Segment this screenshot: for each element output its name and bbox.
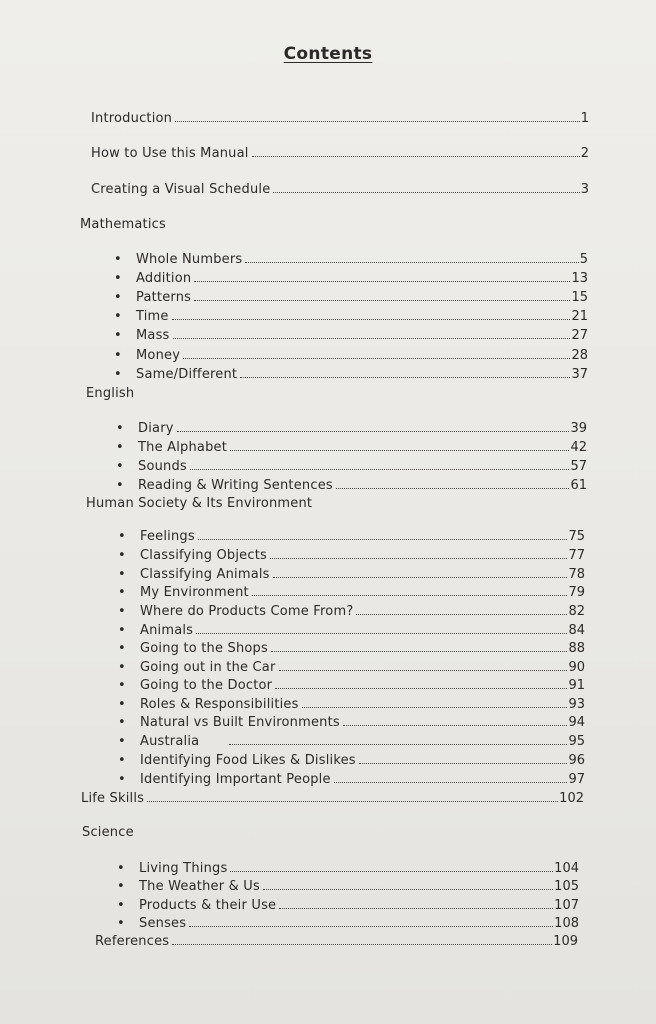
- toc-entry-page: 82: [568, 604, 585, 619]
- toc-entry-label: My Environment: [140, 585, 249, 600]
- toc-entry-label: Feelings: [140, 529, 195, 544]
- bullet-icon: •: [118, 697, 126, 712]
- toc-entry[interactable]: [136, 309, 588, 327]
- toc-entry-label: Reading & Writing Sentences: [138, 478, 333, 493]
- bullet-icon: •: [114, 367, 122, 382]
- dot-leader: [230, 450, 569, 451]
- toc-entry-label: Introduction: [91, 111, 173, 126]
- toc-entry[interactable]: [140, 772, 585, 790]
- dot-leader: [279, 670, 568, 671]
- toc-entry-label: Living Things: [139, 861, 228, 876]
- page-title: Contents: [283, 44, 373, 64]
- toc-entry[interactable]: [139, 879, 579, 897]
- dot-leader: [230, 871, 553, 872]
- toc-entry[interactable]: [138, 459, 587, 477]
- toc-entry-page: 27: [571, 328, 588, 343]
- toc-entry-page: 75: [568, 529, 585, 544]
- toc-entry[interactable]: [139, 898, 579, 916]
- toc-entry[interactable]: [136, 271, 588, 289]
- dot-leader: [263, 889, 553, 890]
- toc-entry-label: Animals: [140, 623, 194, 638]
- dot-leader: [194, 281, 570, 282]
- toc-entry-page: 79: [568, 585, 585, 600]
- toc-entry[interactable]: [136, 367, 588, 385]
- dot-leader: [229, 744, 567, 745]
- toc-entry-how-to-use[interactable]: [91, 146, 589, 164]
- dot-leader: [198, 539, 568, 540]
- toc-entry[interactable]: [140, 753, 585, 771]
- toc-entry[interactable]: [136, 328, 588, 346]
- bullet-icon: •: [114, 252, 122, 267]
- dot-leader: [240, 377, 570, 378]
- toc-entry-page: 97: [568, 772, 585, 787]
- toc-entry-page: 96: [568, 753, 585, 768]
- toc-entry-label: Money: [136, 348, 181, 363]
- dot-leader: [175, 121, 580, 122]
- bullet-icon: •: [118, 772, 126, 787]
- toc-entry-label: Roles & Responsibilities: [140, 697, 299, 712]
- bullet-icon: •: [114, 290, 122, 305]
- bullet-icon: •: [114, 271, 122, 286]
- toc-entry[interactable]: [138, 478, 587, 496]
- toc-entry[interactable]: [136, 348, 588, 366]
- toc-entry-label: Whole Numbers: [136, 252, 243, 267]
- dot-leader: [359, 763, 568, 764]
- toc-entry[interactable]: [140, 641, 585, 659]
- toc-entry-label: The Alphabet: [138, 440, 228, 455]
- dot-leader: [245, 262, 578, 263]
- toc-entry-label: Senses: [139, 916, 187, 931]
- toc-entry-page: 1: [580, 111, 589, 126]
- toc-entry-label: The Weather & Us: [139, 879, 260, 894]
- bullet-icon: •: [117, 916, 125, 931]
- toc-entry-page: 37: [571, 367, 588, 382]
- dot-leader: [302, 707, 568, 708]
- toc-entry-page: 13: [571, 271, 588, 286]
- bullet-icon: •: [118, 660, 126, 675]
- toc-entry-page: 94: [568, 715, 585, 730]
- toc-entry-page: 3: [580, 182, 589, 197]
- bullet-icon: •: [118, 734, 126, 749]
- toc-entry[interactable]: [140, 623, 585, 641]
- toc-entry-page: 105: [554, 879, 579, 894]
- toc-entry-page: 5: [579, 252, 588, 267]
- toc-entry-page: 109: [553, 934, 578, 949]
- toc-entry-label: Identifying Food Likes & Dislikes: [140, 753, 356, 768]
- dot-leader: [271, 651, 567, 652]
- toc-entry-label: Going to the Doctor: [140, 678, 273, 693]
- dot-leader: [273, 192, 579, 193]
- toc-entry[interactable]: [139, 861, 579, 879]
- toc-entry-introduction[interactable]: [91, 111, 589, 129]
- bullet-icon: •: [118, 641, 126, 656]
- toc-entry-life-skills[interactable]: [81, 791, 584, 809]
- dot-leader: [252, 595, 568, 596]
- toc-entry-page: 21: [571, 309, 588, 324]
- toc-entry-page: 39: [570, 421, 587, 436]
- bullet-icon: •: [116, 440, 124, 455]
- toc-entry-label: References: [95, 934, 170, 949]
- dot-leader: [194, 300, 570, 301]
- toc-entry[interactable]: [140, 548, 585, 566]
- bullet-icon: •: [116, 421, 124, 436]
- toc-entry[interactable]: [140, 715, 585, 733]
- bullet-icon: •: [118, 604, 126, 619]
- toc-entry-page: 57: [570, 459, 587, 474]
- bullet-icon: •: [114, 348, 122, 363]
- toc-entry-label: Australia: [140, 734, 200, 749]
- dot-leader: [270, 558, 567, 559]
- toc-entry-page: 102: [559, 791, 584, 806]
- toc-entry-page: 77: [568, 548, 585, 563]
- toc-entry-page: 28: [571, 348, 588, 363]
- toc-entry[interactable]: [139, 916, 579, 934]
- bullet-icon: •: [117, 861, 125, 876]
- section-heading-english: English: [86, 386, 135, 401]
- toc-entry-label: How to Use this Manual: [91, 146, 249, 161]
- toc-entry-label: Natural vs Built Environments: [140, 715, 340, 730]
- dot-leader: [183, 358, 570, 359]
- dot-leader: [177, 431, 570, 432]
- dot-leader: [173, 338, 571, 339]
- toc-entry[interactable]: [136, 252, 588, 270]
- section-heading-mathematics: Mathematics: [80, 217, 166, 232]
- bullet-icon: •: [118, 753, 126, 768]
- dot-leader: [275, 688, 567, 689]
- toc-entry-page: 91: [568, 678, 585, 693]
- toc-entry[interactable]: [140, 697, 585, 715]
- toc-entry-label: Diary: [138, 421, 174, 436]
- toc-entry[interactable]: [140, 567, 585, 585]
- toc-entry-label: Time: [136, 309, 169, 324]
- dot-leader: [356, 614, 567, 615]
- bullet-icon: •: [117, 879, 125, 894]
- toc-entry[interactable]: [140, 585, 585, 603]
- bullet-icon: •: [118, 567, 126, 582]
- dot-leader: [343, 725, 568, 726]
- toc-entry-label: Creating a Visual Schedule: [91, 182, 271, 197]
- toc-entry-page: 84: [568, 623, 585, 638]
- bullet-icon: •: [118, 529, 126, 544]
- bullet-icon: •: [114, 328, 122, 343]
- bullet-icon: •: [118, 715, 126, 730]
- toc-entry-references[interactable]: [95, 934, 578, 952]
- toc-entry-label: Classifying Objects: [140, 548, 268, 563]
- toc-entry-page: 42: [570, 440, 587, 455]
- toc-entry-page: 88: [568, 641, 585, 656]
- toc-entry-label: Patterns: [136, 290, 192, 305]
- bullet-icon: •: [118, 623, 126, 638]
- section-heading-hsie: Human Society & Its Environment: [86, 496, 313, 511]
- toc-entry-page: 78: [568, 567, 585, 582]
- toc-entry-label: Addition: [136, 271, 192, 286]
- toc-entry-label: Going out in the Car: [140, 660, 276, 675]
- toc-entry-page: 61: [570, 478, 587, 493]
- bullet-icon: •: [116, 478, 124, 493]
- dot-leader: [336, 488, 570, 489]
- toc-entry[interactable]: [138, 421, 587, 439]
- toc-entry-label: Life Skills: [81, 791, 145, 806]
- toc-entry-label: Products & their Use: [139, 898, 277, 913]
- toc-entry[interactable]: [136, 290, 588, 308]
- toc-entry[interactable]: [140, 529, 585, 547]
- dot-leader: [147, 801, 558, 802]
- toc-entry-page: 93: [568, 697, 585, 712]
- toc-entry[interactable]: [138, 440, 587, 458]
- dot-leader: [189, 926, 553, 927]
- toc-entry-label: Sounds: [138, 459, 187, 474]
- toc-entry-page: 15: [571, 290, 588, 305]
- toc-entry-page: 108: [554, 916, 579, 931]
- bullet-icon: •: [118, 585, 126, 600]
- dot-leader: [190, 469, 570, 470]
- bullet-icon: •: [116, 459, 124, 474]
- toc-entry-page: 90: [568, 660, 585, 675]
- toc-entry-label: Identifying Important People: [140, 772, 331, 787]
- toc-entry[interactable]: [140, 604, 585, 622]
- dot-leader: [334, 782, 568, 783]
- bullet-icon: •: [118, 548, 126, 563]
- bullet-icon: •: [118, 678, 126, 693]
- toc-entry[interactable]: [140, 660, 585, 678]
- toc-entry-page: 107: [554, 898, 579, 913]
- toc-entry-label: Mass: [136, 328, 170, 343]
- toc-entry-label: Same/Different: [136, 367, 238, 382]
- dot-leader: [279, 908, 553, 909]
- dot-leader: [172, 944, 552, 945]
- bullet-icon: •: [117, 898, 125, 913]
- dot-leader: [196, 633, 567, 634]
- toc-entry-label: Classifying Animals: [140, 567, 270, 582]
- dot-leader: [172, 319, 571, 320]
- toc-entry-visual-schedule[interactable]: [91, 182, 589, 200]
- toc-entry-page: 95: [568, 734, 585, 749]
- toc-entry[interactable]: [140, 734, 585, 752]
- toc-entry-label: Where do Products Come From?: [140, 604, 354, 619]
- toc-entry[interactable]: [140, 678, 585, 696]
- toc-entry-label: Going to the Shops: [140, 641, 268, 656]
- section-heading-science: Science: [82, 825, 134, 840]
- toc-entry-page: 2: [580, 146, 589, 161]
- toc-entry-page: 104: [554, 861, 579, 876]
- dot-leader: [252, 156, 580, 157]
- dot-leader: [273, 577, 568, 578]
- bullet-icon: •: [114, 309, 122, 324]
